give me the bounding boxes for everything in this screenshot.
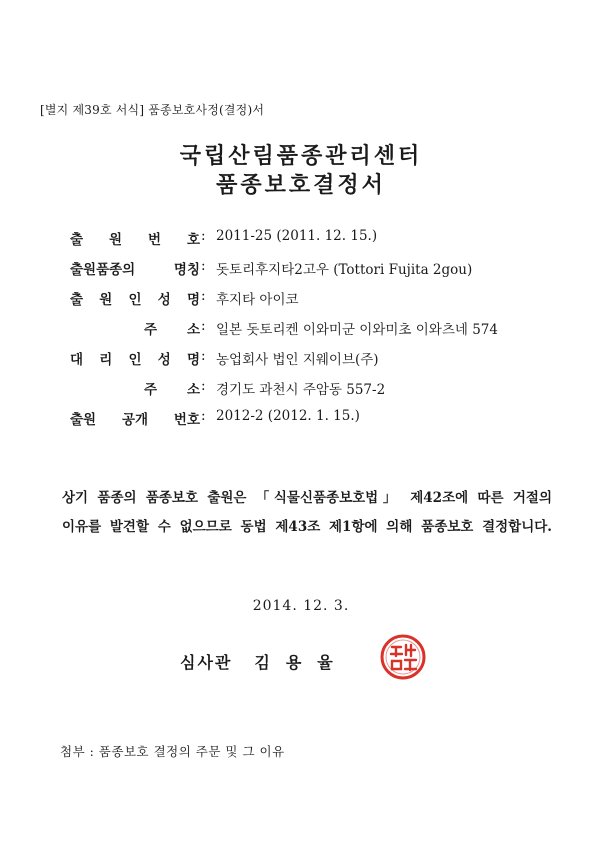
field-row-variety-name [70, 258, 570, 288]
field-colon: : [201, 318, 206, 334]
examiner-title: 심사관 [180, 653, 233, 672]
decision-statement-line: 이유를 발견할 수 없으므로 동법 제43조 제1항에 의해 품종보호 결정합니다. [62, 519, 552, 535]
attachment-note: 첨부 : 품종보호 결정의 주문 및 그 이유 [60, 744, 285, 759]
field-colon: : [201, 288, 206, 304]
field-label: 출원 공개 번호 [70, 412, 200, 428]
field-row-applicant-name [70, 288, 570, 318]
field-row-application-number [70, 228, 570, 258]
field-label: 출 원 인 성 명 [70, 292, 200, 308]
form-number: [별지 제39호 서식] 품종보호사정(결정)서 [40, 103, 265, 117]
field-colon: : [201, 378, 206, 394]
field-row-applicant-address [70, 318, 570, 348]
examiner-name: 김용율 [254, 653, 349, 672]
field-label: 주 소 [144, 382, 200, 398]
field-row-agent-name [70, 348, 570, 378]
field-label: 출 원 번 호 [70, 232, 200, 248]
field-row-agent-address [70, 378, 570, 408]
field-colon: : [201, 348, 206, 364]
decision-date: 2014. 12. 3. [252, 598, 350, 614]
field-colon: : [201, 408, 206, 424]
field-row-publication-number [70, 408, 570, 438]
official-seal-icon [378, 632, 428, 682]
examiner-signature [180, 650, 349, 673]
field-value: 후지타 아이코 [216, 292, 299, 308]
document-title-agency: 국립산림품종관리센터 [179, 143, 423, 169]
field-value: 경기도 과천시 주암동 557-2 [216, 382, 386, 398]
decision-statement-line: 상기 품종의 품종보호 출원은 「식물신품종보호법」 제42조에 따른 거절의 [62, 490, 552, 506]
field-label: 주 소 [144, 322, 200, 338]
field-value: 농업회사 법인 지웨이브(주) [216, 352, 379, 368]
field-value: 돗토리후지타2고우 (Tottori Fujita 2gou) [216, 262, 473, 278]
field-label: 출원품종의 명칭 [70, 262, 200, 278]
application-fields [70, 228, 570, 438]
field-colon: : [201, 228, 206, 244]
field-value: 2011-25 (2011. 12. 15.) [216, 228, 378, 244]
decision-statement [62, 484, 552, 542]
field-value: 일본 돗토리켄 이와미군 이와미초 이와츠네 574 [216, 322, 498, 338]
field-value: 2012-2 (2012. 1. 15.) [216, 408, 360, 424]
field-label: 대 리 인 성 명 [70, 352, 200, 368]
field-colon: : [201, 258, 206, 274]
document-title: 품종보호결정서 [216, 172, 386, 198]
